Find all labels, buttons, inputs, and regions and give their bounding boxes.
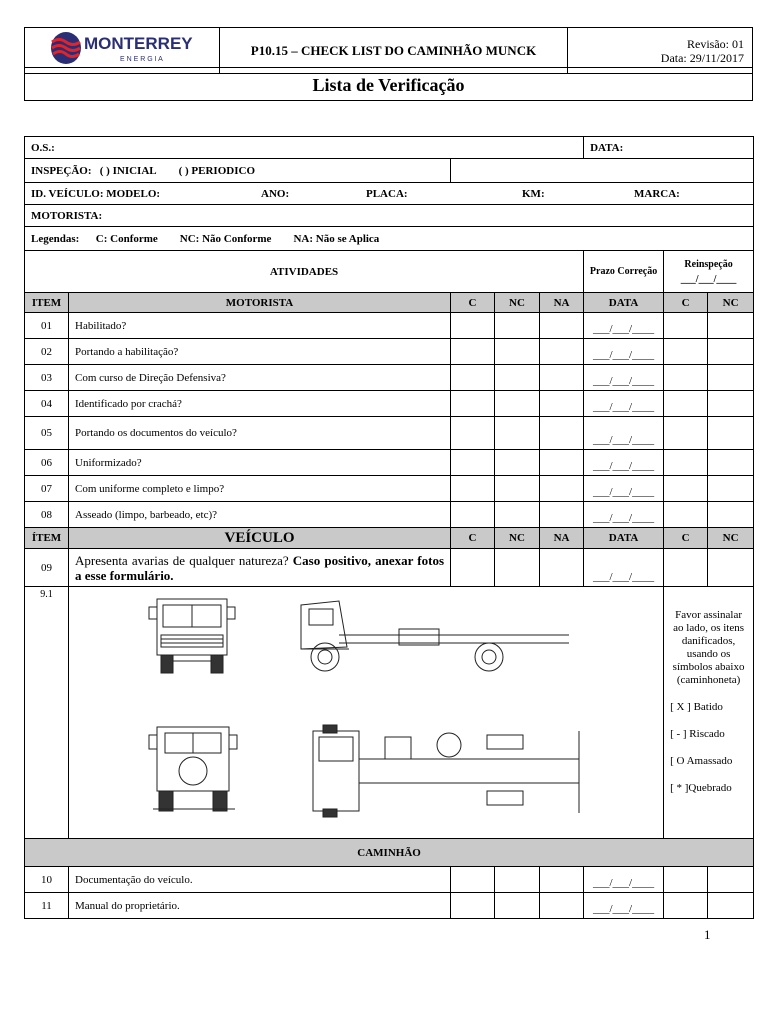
- damage-symbol: [ * ]Quebrado: [670, 782, 732, 794]
- reinsp-c[interactable]: [664, 893, 708, 919]
- checklist-form: [24, 136, 754, 919]
- activities-heading: ATIVIDADES: [25, 251, 584, 293]
- check-c[interactable]: [451, 450, 495, 476]
- reinsp-nc[interactable]: [708, 549, 754, 587]
- inspection-type-field[interactable]: [25, 159, 451, 183]
- section-vehicle-heading: VEÍCULO: [69, 528, 451, 549]
- reinsp-c[interactable]: [664, 417, 708, 450]
- col-item: ITEM: [25, 293, 69, 313]
- reinsp-nc[interactable]: [708, 339, 754, 365]
- truck-diagram: [69, 587, 663, 835]
- truck-side-view: [301, 601, 569, 671]
- item-number: 02: [25, 339, 69, 365]
- checklist-row: [25, 417, 754, 450]
- checklist-row: [25, 313, 754, 339]
- date-field[interactable]: DATA:: [584, 137, 754, 159]
- svg-text:MONTERREY: MONTERREY: [84, 34, 193, 53]
- driver-items: [25, 313, 754, 528]
- instruction-line: ao lado, os itens: [673, 622, 745, 634]
- item-description: Asseado (limpo, barbeado, etc)?: [69, 502, 451, 528]
- inspection-initial-option[interactable]: ( ) INICIAL: [99, 164, 157, 177]
- item-number: 03: [25, 365, 69, 391]
- reinsp-nc[interactable]: [708, 391, 754, 417]
- item-number: 05: [25, 417, 69, 450]
- checklist-row: [25, 867, 754, 893]
- check-nc[interactable]: [495, 391, 540, 417]
- reinsp-nc[interactable]: [708, 365, 754, 391]
- item-description: Com uniforme completo e limpo?: [69, 476, 451, 502]
- check-c[interactable]: [451, 391, 495, 417]
- damage-symbol: [ X ] Batido: [670, 701, 723, 713]
- check-na[interactable]: [540, 391, 584, 417]
- check-c[interactable]: [451, 549, 495, 587]
- section-truck-heading: CAMINHÃO: [25, 839, 754, 867]
- check-na[interactable]: [540, 549, 584, 587]
- instruction-line: danificados,: [681, 635, 736, 647]
- item-number: 11: [25, 893, 69, 919]
- deadline-date[interactable]: ___/___/____: [584, 867, 664, 893]
- deadline-date[interactable]: ___/___/____: [584, 417, 664, 450]
- item-description: [69, 549, 451, 587]
- col-data: DATA: [584, 293, 664, 313]
- truck-items: [25, 867, 754, 919]
- check-nc[interactable]: [495, 502, 540, 528]
- truck-front-view: [149, 599, 235, 673]
- check-c[interactable]: [451, 502, 495, 528]
- revision-label: Revisão: 01: [687, 36, 744, 51]
- col-item: ÍTEM: [25, 528, 69, 549]
- revision-date: Data: 29/11/2017: [660, 50, 744, 65]
- damage-symbol: [ - ] Riscado: [670, 728, 725, 740]
- deadline-date[interactable]: ___/___/____: [584, 476, 664, 502]
- item-description: Portando a habilitação?: [69, 339, 451, 365]
- truck-top-view: [313, 725, 579, 817]
- col-reinsp-c: C: [664, 293, 708, 313]
- checklist-row: [25, 893, 754, 919]
- reinsp-c[interactable]: [664, 867, 708, 893]
- inspection-periodic-option[interactable]: ( ) PERIODICO: [178, 164, 255, 177]
- year-label: ANO:: [261, 187, 290, 200]
- deadline-date[interactable]: ___/___/____: [584, 893, 664, 919]
- check-na[interactable]: [540, 450, 584, 476]
- col-na: NA: [540, 293, 584, 313]
- deadline-date[interactable]: ___/___/____: [584, 391, 664, 417]
- reinsp-c[interactable]: [664, 339, 708, 365]
- col-reinsp-c: C: [664, 528, 708, 549]
- check-na[interactable]: [540, 476, 584, 502]
- col-c: C: [451, 528, 495, 549]
- deadline-date[interactable]: ___/___/____: [584, 450, 664, 476]
- km-label: KM:: [522, 187, 545, 200]
- checklist-row: [25, 476, 754, 502]
- check-na[interactable]: [540, 339, 584, 365]
- reinsp-nc[interactable]: [708, 417, 754, 450]
- truck-rear-view: [149, 727, 237, 811]
- instruction-line: símbolos abaixo: [672, 661, 745, 673]
- reinsp-c[interactable]: [664, 549, 708, 587]
- svg-text:E N E R G I A: E N E R G I A: [120, 56, 163, 63]
- check-nc[interactable]: [495, 339, 540, 365]
- diagram-number: 9.1: [25, 587, 69, 839]
- check-na[interactable]: [540, 893, 584, 919]
- truck-diagram-cell: [69, 587, 664, 839]
- deadline-date[interactable]: ___/___/____: [584, 549, 664, 587]
- item-description: Identificado por crachá?: [69, 391, 451, 417]
- col-na: NA: [540, 528, 584, 549]
- check-c[interactable]: [451, 313, 495, 339]
- reinsp-nc[interactable]: [708, 450, 754, 476]
- check-nc[interactable]: [495, 450, 540, 476]
- checklist-row: [25, 339, 754, 365]
- item-number: 06: [25, 450, 69, 476]
- reinsp-c[interactable]: [664, 450, 708, 476]
- reinsp-nc[interactable]: [708, 867, 754, 893]
- reinsp-nc[interactable]: [708, 313, 754, 339]
- reinsp-c[interactable]: [664, 365, 708, 391]
- legend-c: C: Conforme: [95, 232, 158, 245]
- check-na[interactable]: [540, 867, 584, 893]
- col-reinsp-nc: NC: [708, 528, 754, 549]
- check-c[interactable]: [451, 867, 495, 893]
- check-nc[interactable]: [495, 549, 540, 587]
- item-description: Documentação do veículo.: [69, 867, 451, 893]
- damage-instructions: [664, 587, 754, 839]
- deadline-date[interactable]: ___/___/____: [584, 313, 664, 339]
- instruction-line: Favor assinalar: [675, 609, 743, 621]
- check-nc[interactable]: [495, 476, 540, 502]
- item-description: Uniformizado?: [69, 450, 451, 476]
- col-nc: NC: [495, 528, 540, 549]
- reinsp-c[interactable]: [664, 502, 708, 528]
- checklist-row: [25, 365, 754, 391]
- col-data: DATA: [584, 528, 664, 549]
- inspection-extra-cell: [451, 159, 754, 183]
- item-number: 01: [25, 313, 69, 339]
- legend-nc: NC: Não Conforme: [179, 232, 272, 245]
- legend-row: [25, 227, 754, 251]
- damage-symbol: [ O Amassado: [670, 755, 733, 767]
- section-driver-heading: MOTORISTA: [69, 293, 451, 313]
- reinsp-nc[interactable]: [708, 502, 754, 528]
- os-field[interactable]: O.S.:: [25, 137, 584, 159]
- item-description: Com curso de Direção Defensiva?: [69, 365, 451, 391]
- item-number: 10: [25, 867, 69, 893]
- reinsp-nc[interactable]: [708, 476, 754, 502]
- item-text: Apresenta avarias de qualquer natureza?: [75, 552, 289, 568]
- deadline-date[interactable]: ___/___/____: [584, 365, 664, 391]
- check-c[interactable]: [451, 365, 495, 391]
- checklist-row: [25, 549, 754, 587]
- check-nc[interactable]: [495, 893, 540, 919]
- brand-label: MARCA:: [634, 187, 680, 200]
- instruction-text: [664, 609, 753, 687]
- legend-label: Legendas:: [31, 232, 80, 245]
- reinspection-label: Reinspeção: [684, 258, 733, 270]
- document-title: P10.15 – CHECK LIST DO CAMINHÃO MUNCK: [220, 28, 568, 74]
- checklist-row: [25, 391, 754, 417]
- monterrey-logo: [25, 28, 219, 68]
- driver-field[interactable]: MOTORISTA:: [25, 205, 754, 227]
- item-bold-note: Caso positivo, anexar fotos a esse formulário.: [75, 552, 445, 583]
- instruction-line: (caminhoneta): [676, 674, 741, 686]
- item-description: Habilitado?: [69, 313, 451, 339]
- check-nc[interactable]: [495, 365, 540, 391]
- check-na[interactable]: [540, 365, 584, 391]
- check-c[interactable]: [451, 417, 495, 450]
- reinspection-heading: [664, 251, 754, 293]
- item-number: 09: [25, 549, 69, 587]
- col-reinsp-nc: NC: [708, 293, 754, 313]
- checklist-row: [25, 502, 754, 528]
- reinsp-c[interactable]: [664, 391, 708, 417]
- instruction-line: usando os: [686, 648, 731, 660]
- check-c[interactable]: [451, 476, 495, 502]
- check-c[interactable]: [451, 339, 495, 365]
- page-subtitle: Lista de Verificação: [24, 67, 753, 101]
- item-number: 08: [25, 502, 69, 528]
- item-number: 07: [25, 476, 69, 502]
- vehicle-id-field[interactable]: [25, 183, 754, 205]
- inspection-label: INSPEÇÃO:: [31, 164, 92, 177]
- page-number: 1: [704, 927, 711, 942]
- deadline-date[interactable]: ___/___/____: [584, 502, 664, 528]
- vehicle-model-label: ID. VEÍCULO: MODELO:: [31, 187, 161, 200]
- check-na[interactable]: [540, 502, 584, 528]
- plate-label: PLACA:: [366, 187, 408, 200]
- checklist-row: [25, 450, 754, 476]
- col-c: C: [451, 293, 495, 313]
- item-number: 04: [25, 391, 69, 417]
- col-nc: NC: [495, 293, 540, 313]
- damage-symbols-list: [664, 701, 753, 795]
- check-nc[interactable]: [495, 867, 540, 893]
- item-description: Manual do proprietário.: [69, 893, 451, 919]
- reinsp-nc[interactable]: [708, 893, 754, 919]
- check-nc[interactable]: [495, 313, 540, 339]
- check-nc[interactable]: [495, 417, 540, 450]
- check-c[interactable]: [451, 893, 495, 919]
- reinsp-c[interactable]: [664, 476, 708, 502]
- legend-na: NA: Não se Aplica: [293, 232, 380, 245]
- reinsp-c[interactable]: [664, 313, 708, 339]
- reinspection-date[interactable]: ___/___/____: [680, 273, 737, 285]
- deadline-date[interactable]: ___/___/____: [584, 339, 664, 365]
- check-na[interactable]: [540, 417, 584, 450]
- deadline-heading: Prazo Correção: [584, 251, 664, 293]
- item-description: Portando os documentos do veículo?: [69, 417, 451, 450]
- check-na[interactable]: [540, 313, 584, 339]
